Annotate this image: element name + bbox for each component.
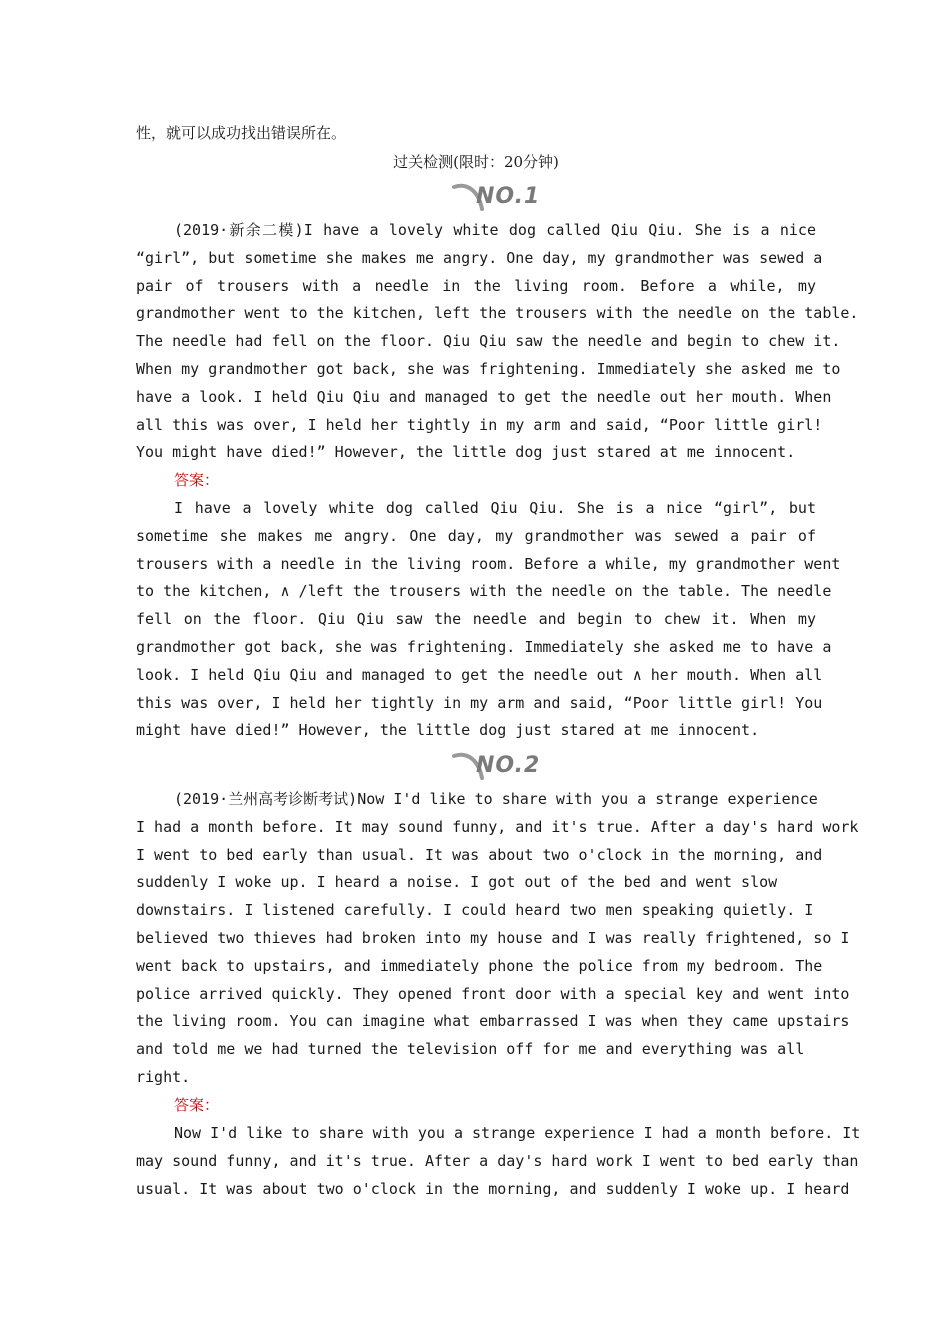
no1-badge bbox=[452, 183, 552, 213]
text-line: look. I held Qiu Qiu and managed to get the needle out ∧ her mouth. When all bbox=[136, 665, 823, 684]
text-line: this was over, I held her tightly in my arm and said, “Poor little girl! You bbox=[136, 693, 823, 712]
text-line: The needle had fell on the floor. Qiu Qiu saw the needle and begin to chew it. bbox=[136, 332, 841, 351]
text-line: fell on the floor. Qiu Qiu saw the needle and begin to chew it. When my bbox=[136, 610, 816, 629]
text-line: police arrived quickly. They opened front door with a special key and went into bbox=[136, 984, 850, 1003]
no2-answer-label: 答案： bbox=[174, 1096, 220, 1114]
text-line: grandmother got back, she was frightening. Immediately she asked me to have a bbox=[136, 638, 832, 656]
continuation-text: 性，就可以成功找出错误所在。 bbox=[136, 124, 347, 142]
text-line: went back to upstairs, and immediately phone the police from my bedroom. The bbox=[136, 956, 823, 975]
text-line: I have a lovely white dog called Qiu Qiu. She is a nice “girl”, but bbox=[174, 499, 816, 517]
text-line: might have died!” However, the little dog just stared at me innocent. bbox=[136, 721, 760, 740]
text-line: pair of trousers with a needle in the living room. Before a while, my bbox=[136, 276, 816, 295]
text-line: right. bbox=[136, 1068, 191, 1086]
text-line: When my grandmother got back, she was frightening. Immediately she asked me to bbox=[136, 360, 841, 378]
text-line: “girl”, but sometime she makes me angry. One day, my grandmother was sewed a bbox=[136, 248, 823, 267]
text-line: I had a month before. It may sound funny, and it's true. After a day's hard work bbox=[136, 817, 859, 836]
text-line: downstairs. I listened carefully. I could heard two men speaking quietly. I bbox=[136, 901, 814, 920]
text-line: usual. It was about two o'clock in the morning, and suddenly I woke up. I heard bbox=[136, 1179, 850, 1198]
section-title: 过关检测(限时：20分钟) bbox=[393, 153, 559, 171]
no2-badge bbox=[452, 752, 552, 782]
text-line: all this was over, I held her tightly in my arm and said, “Poor little girl! bbox=[136, 415, 823, 434]
text-line: may sound funny, and it's true. After a day's hard work I went to bed early than bbox=[136, 1151, 859, 1170]
text-line: grandmother went to the kitchen, left the trousers with the needle on the table. bbox=[136, 304, 859, 323]
text-line: believed two thieves had broken into my house and I was really frightened, so I bbox=[136, 929, 850, 947]
no1-answer-label: 答案： bbox=[174, 471, 220, 489]
text-line: to the kitchen, ∧ /left the trousers with the needle on the table. The needle bbox=[136, 582, 832, 601]
text-line: trousers with a needle in the living room. Before a while, my grandmother went bbox=[136, 554, 841, 573]
text-line: and told me we had turned the television off for me and everything was all bbox=[136, 1040, 805, 1059]
text-line: I went to bed early than usual. It was about two o'clock in the morning, and bbox=[136, 845, 823, 864]
text-line: (2019·新余二模)I have a lovely white dog called Qiu Qiu. She is a nice bbox=[174, 221, 816, 239]
no1-badge-label: NO.1 bbox=[476, 184, 541, 209]
text-line: suddenly I woke up. I heard a noise. I got out of the bed and went slow bbox=[136, 873, 778, 892]
no2-badge-label: NO.2 bbox=[476, 753, 541, 778]
text-line: (2019·兰州高考诊断考试)Now I'd like to share with you a strange experience bbox=[174, 790, 818, 808]
text-line: You might have died!” However, the little dog just stared at me innocent. bbox=[136, 443, 796, 462]
text-line: have a look. I held Qiu Qiu and managed to get the needle out her mouth. When bbox=[136, 387, 832, 406]
text-line: sometime she makes me angry. One day, my grandmother was sewed a pair of bbox=[136, 526, 816, 545]
text-line: Now I'd like to share with you a strange experience I had a month before. It bbox=[174, 1124, 861, 1142]
text-line: the living room. You can imagine what embarrassed I was when they came upstairs bbox=[136, 1012, 850, 1031]
